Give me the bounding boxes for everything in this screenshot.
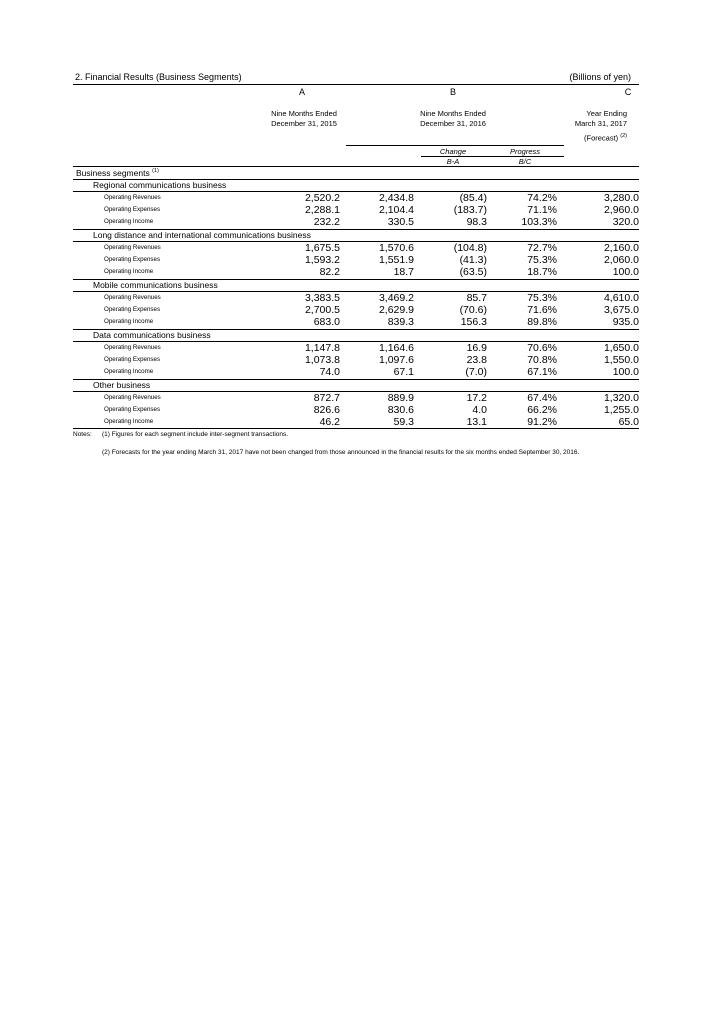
value-b: 830.6	[387, 404, 414, 416]
row-label: Operating Income	[104, 268, 154, 275]
change-label: Change	[439, 147, 467, 156]
value-a: 683.0	[313, 316, 340, 328]
value-c: 1,255.0	[603, 404, 639, 416]
value-b: 1,551.9	[378, 254, 414, 266]
b-header-rule	[346, 145, 564, 146]
segment-name: Long distance and international communications business	[93, 230, 311, 240]
table-row	[0, 404, 720, 416]
table-row	[0, 266, 720, 278]
value-change: (183.7)	[453, 204, 487, 216]
table-row	[0, 354, 720, 366]
value-progress: 75.3%	[527, 292, 557, 304]
value-a: 1,073.8	[304, 354, 340, 366]
value-c: 1,320.0	[603, 392, 639, 404]
value-a: 872.7	[313, 392, 340, 404]
value-progress: 66.2%	[527, 404, 557, 416]
value-change: 17.2	[466, 392, 487, 404]
value-b: 59.3	[393, 416, 414, 428]
value-change: (63.5)	[459, 266, 487, 278]
notes-label: Notes:	[73, 431, 92, 438]
value-a: 74.0	[319, 366, 340, 378]
value-change: 98.3	[466, 216, 487, 228]
table-row	[0, 392, 720, 404]
header-bottom-rule	[73, 166, 639, 167]
value-progress: 72.7%	[527, 242, 557, 254]
value-c: 2,960.0	[603, 204, 639, 216]
value-progress: 103.3%	[521, 216, 557, 228]
column-a-letter: A	[298, 87, 305, 97]
segments-heading	[76, 168, 159, 178]
title-row	[73, 72, 639, 85]
value-progress: 75.3%	[527, 254, 557, 266]
column-c-note-ref: (2)	[620, 133, 627, 139]
column-a-line2: December 31, 2015	[271, 119, 337, 128]
value-progress: 70.8%	[527, 354, 557, 366]
table-row	[0, 304, 720, 316]
value-change: (41.3)	[459, 254, 487, 266]
value-b: 67.1	[393, 366, 414, 378]
change-formula: B-A	[446, 157, 460, 166]
row-label: Operating Expenses	[104, 256, 161, 263]
value-change: (7.0)	[465, 366, 487, 378]
value-c: 935.0	[612, 316, 639, 328]
value-c: 100.0	[612, 266, 639, 278]
value-progress: 74.2%	[527, 192, 557, 204]
column-c-line3	[548, 131, 627, 144]
row-label: Operating Expenses	[104, 206, 161, 213]
value-a: 2,288.1	[304, 204, 340, 216]
value-progress: 67.4%	[527, 392, 557, 404]
value-a: 1,593.2	[304, 254, 340, 266]
value-progress: 67.1%	[527, 366, 557, 378]
value-a: 232.2	[313, 216, 340, 228]
column-a-header	[254, 109, 354, 129]
value-change: (85.4)	[459, 192, 487, 204]
row-label: Operating Expenses	[104, 306, 161, 313]
table-row	[0, 192, 720, 204]
value-change: (104.8)	[453, 242, 487, 254]
segment-name: Data communications business	[93, 330, 211, 340]
row-label: Operating Income	[104, 218, 154, 225]
row-label: Operating Income	[104, 418, 154, 425]
value-b: 839.3	[387, 316, 414, 328]
value-b: 3,469.2	[378, 292, 414, 304]
segments-heading-note-ref: (1)	[152, 168, 159, 175]
value-b: 889.9	[387, 392, 414, 404]
note-2: (2) Forecasts for the year ending March 31, 2017 have not been changed from those announced in the financial results for the six months ended September 30, 2016.	[102, 449, 580, 456]
row-label: Operating Expenses	[104, 406, 161, 413]
value-progress: 71.6%	[527, 304, 557, 316]
value-c: 3,280.0	[603, 192, 639, 204]
value-progress: 70.6%	[527, 342, 557, 354]
column-c-line1: Year Ending	[586, 109, 627, 118]
value-a: 1,147.8	[304, 342, 340, 354]
value-a: 82.2	[319, 266, 340, 278]
value-a: 2,520.2	[304, 192, 340, 204]
column-c-header	[548, 109, 627, 144]
table-row	[0, 416, 720, 428]
row-label: Operating Income	[104, 368, 154, 375]
row-label: Operating Revenues	[104, 344, 161, 351]
row-label: Operating Revenues	[104, 294, 161, 301]
unit-label: (Billions of yen)	[569, 72, 631, 82]
value-b: 2,629.9	[378, 304, 414, 316]
value-c: 2,160.0	[603, 242, 639, 254]
value-b: 2,104.4	[378, 204, 414, 216]
value-a: 826.6	[313, 404, 340, 416]
table-row	[0, 204, 720, 216]
value-c: 1,650.0	[603, 342, 639, 354]
column-b-letter: B	[449, 87, 456, 97]
value-change: 156.3	[460, 316, 487, 328]
value-progress: 18.7%	[527, 266, 557, 278]
segment-name: Mobile communications business	[93, 280, 218, 290]
column-c-forecast: (Forecast)	[584, 133, 619, 143]
progress-label: Progress	[509, 147, 540, 156]
column-b-line1: Nine Months Ended	[420, 109, 486, 118]
row-label: Operating Income	[104, 318, 154, 325]
table-bottom-rule	[73, 428, 639, 429]
value-progress: 89.8%	[527, 316, 557, 328]
page-title: 2. Financial Results (Business Segments)	[75, 72, 242, 82]
value-b: 1,097.6	[378, 354, 414, 366]
column-c-line2: March 31, 2017	[574, 119, 627, 128]
table-row	[0, 254, 720, 266]
value-b: 18.7	[393, 266, 414, 278]
table-row	[0, 292, 720, 304]
value-a: 46.2	[319, 416, 340, 428]
column-b-header	[403, 109, 503, 129]
row-label: Operating Revenues	[104, 244, 161, 251]
segment-name: Regional communications business	[93, 180, 227, 190]
table-row	[0, 216, 720, 228]
value-change: 85.7	[466, 292, 487, 304]
value-b: 1,570.6	[378, 242, 414, 254]
value-a: 1,675.5	[304, 242, 340, 254]
value-b: 330.5	[387, 216, 414, 228]
value-c: 3,675.0	[603, 304, 639, 316]
value-a: 3,383.5	[304, 292, 340, 304]
column-a-line1: Nine Months Ended	[271, 109, 337, 118]
table-row	[0, 342, 720, 354]
value-change: 4.0	[472, 404, 487, 416]
segment-name: Other business	[93, 380, 151, 390]
value-c: 100.0	[612, 366, 639, 378]
column-c-letter: C	[624, 87, 632, 97]
value-a: 2,700.5	[304, 304, 340, 316]
value-progress: 91.2%	[527, 416, 557, 428]
progress-formula: B/C	[518, 157, 532, 166]
value-c: 2,060.0	[603, 254, 639, 266]
value-change: (70.6)	[459, 304, 487, 316]
value-change: 16.9	[466, 342, 487, 354]
value-change: 13.1	[466, 416, 487, 428]
value-c: 320.0	[612, 216, 639, 228]
note-1: (1) Figures for each segment include inter-segment transactions.	[102, 431, 289, 438]
value-progress: 71.1%	[527, 204, 557, 216]
value-b: 2,434.8	[378, 192, 414, 204]
column-b-line2: December 31, 2016	[420, 119, 486, 128]
value-b: 1,164.6	[378, 342, 414, 354]
value-change: 23.8	[466, 354, 487, 366]
table-row	[0, 366, 720, 378]
row-label: Operating Revenues	[104, 194, 161, 201]
value-c: 1,550.0	[603, 354, 639, 366]
segment-rule	[73, 379, 639, 380]
row-label: Operating Expenses	[104, 356, 161, 363]
value-c: 4,610.0	[603, 292, 639, 304]
segments-heading-label: Business segments	[76, 168, 150, 178]
value-c: 65.0	[618, 416, 639, 428]
row-label: Operating Revenues	[104, 394, 161, 401]
table-row	[0, 316, 720, 328]
table-row	[0, 242, 720, 254]
